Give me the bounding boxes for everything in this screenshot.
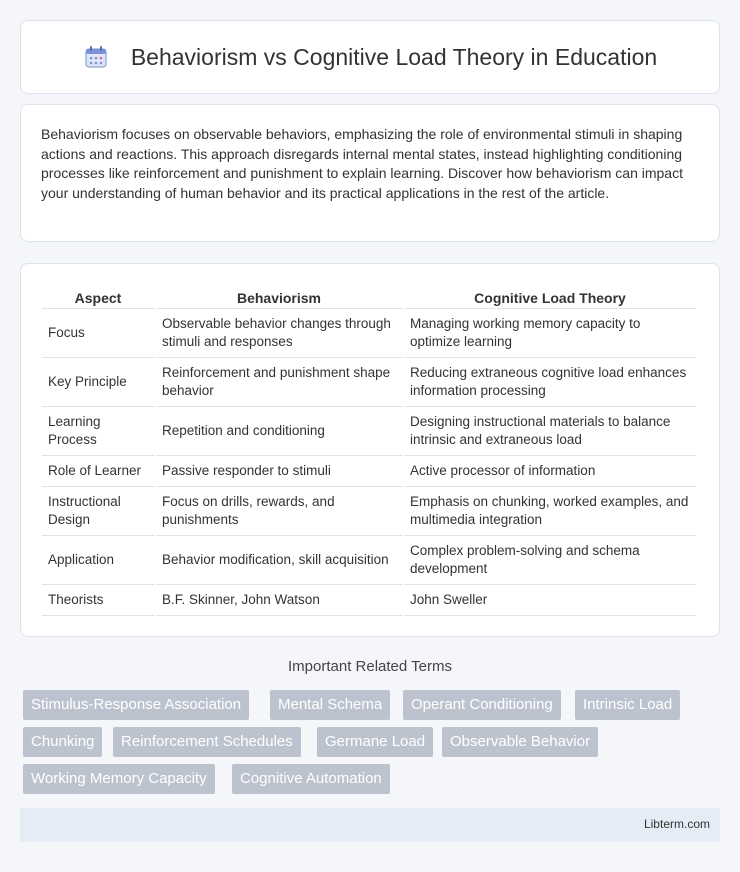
cell-aspect: Key Principle (42, 358, 154, 407)
comparison-table (40, 284, 698, 616)
cell-cognitive-load: Active processor of information (404, 456, 696, 487)
related-term-tag[interactable]: Operant Conditioning (403, 690, 561, 720)
cell-aspect: Role of Learner (42, 456, 154, 487)
header-cognitive-load: Cognitive Load Theory (404, 284, 696, 309)
cell-aspect: Instructional Design (42, 487, 154, 536)
cell-behaviorism: Passive responder to stimuli (156, 456, 402, 487)
related-term-tag[interactable]: Working Memory Capacity (23, 764, 215, 794)
cell-aspect: Learning Process (42, 407, 154, 456)
cell-aspect: Theorists (42, 585, 154, 616)
cell-behaviorism: Reinforcement and punishment shape behavior (156, 358, 402, 407)
cell-cognitive-load: Managing working memory capacity to optimize learning (404, 309, 696, 358)
table-row (42, 487, 696, 536)
cell-behaviorism: Focus on drills, rewards, and punishments (156, 487, 402, 536)
table-row (42, 536, 696, 585)
cell-behaviorism: Repetition and conditioning (156, 407, 402, 456)
related-term-tag[interactable]: Stimulus-Response Association (23, 690, 249, 720)
table-row (42, 309, 696, 358)
cell-cognitive-load: Reducing extraneous cognitive load enhances information processing (404, 358, 696, 407)
table-row (42, 407, 696, 456)
cell-behaviorism: Observable behavior changes through stimuli and responses (156, 309, 402, 358)
header-aspect: Aspect (42, 284, 154, 309)
related-term-tag[interactable]: Germane Load (317, 727, 433, 757)
table-row (42, 456, 696, 487)
table-row (42, 358, 696, 407)
footer-site[interactable]: Libterm.com (643, 817, 710, 831)
related-terms-heading: Important Related Terms (288, 658, 452, 675)
cell-behaviorism: B.F. Skinner, John Watson (156, 585, 402, 616)
cell-cognitive-load: Complex problem-solving and schema development (404, 536, 696, 585)
related-term-tag[interactable]: Chunking (23, 727, 102, 757)
cell-cognitive-load: Emphasis on chunking, worked examples, and multimedia integration (404, 487, 696, 536)
table-row (42, 585, 696, 616)
cell-cognitive-load: John Sweller (404, 585, 696, 616)
related-term-tag[interactable]: Reinforcement Schedules (113, 727, 301, 757)
cell-aspect: Focus (42, 309, 154, 358)
cell-aspect: Application (42, 536, 154, 585)
header-behaviorism: Behaviorism (156, 284, 402, 309)
footer (20, 808, 720, 842)
table-header-row (42, 284, 696, 309)
intro-card (20, 104, 720, 242)
related-term-tag[interactable]: Observable Behavior (442, 727, 598, 757)
title-card (20, 20, 720, 94)
page-title: Behaviorism vs Cognitive Load Theory in Education (130, 43, 658, 70)
cell-behaviorism: Behavior modification, skill acquisition (156, 536, 402, 585)
comparison-table-card (20, 263, 720, 637)
calendar-icon (83, 44, 109, 70)
cell-cognitive-load: Designing instructional materials to balance intrinsic and extraneous load (404, 407, 696, 456)
related-term-tag[interactable]: Mental Schema (270, 690, 390, 720)
related-term-tag[interactable]: Cognitive Automation (232, 764, 390, 794)
related-term-tag[interactable]: Intrinsic Load (575, 690, 680, 720)
intro-text: Behaviorism focuses on observable behaviors, emphasizing the role of environmental stimuli in shaping actions and reactions. This approach disregards internal mental states, instead highlighting conditioning processes like reinforcement and punishment to explain learning. Discover how behaviorism can impact your understanding of human behavior and its practical applications in the rest of the article. (41, 126, 683, 201)
